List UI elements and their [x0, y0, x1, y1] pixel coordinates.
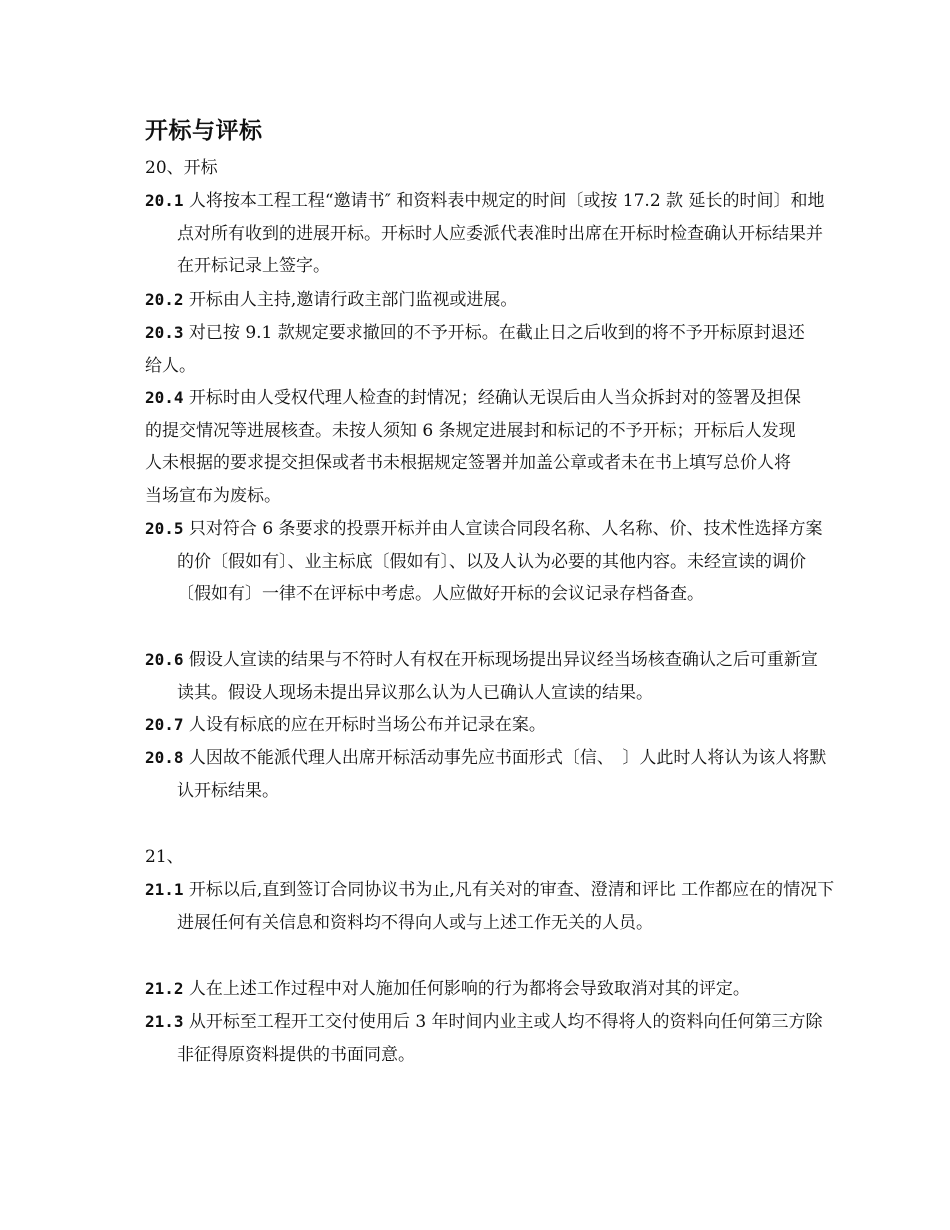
clause-text: 对已按 9.1 款规定要求撤回的不予开标。在截止日之后收到的将不予开标原封退还给人。: [145, 323, 805, 376]
section-20-heading: 20、开标: [145, 158, 218, 178]
page-title: 开标与评标: [145, 118, 263, 144]
clause-20-6: [145, 644, 829, 709]
clause-21-3: [145, 1006, 837, 1071]
clause-20-3: [145, 317, 805, 382]
clause-text: 开标时由人受权代理人检查的封情况；经确认无误后由人当众拆封对的签署及担保的提交情况等进展核查。未按人须知 6 条规定进展封和标记的不予开标；开标后人发现人未根据的要求提交担保或者书未根据规定签署并加盖公章或者未在书上填写总价人将当场宣布为废标。: [145, 388, 801, 506]
clause-20-1: [145, 185, 837, 283]
clause-text: 假设人宣读的结果与不符时人有权在开标现场提出异议经当场核查确认之后可重新宣读其。假设人现场未提出异议那么认为人已确认人宣读的结果。: [177, 650, 818, 703]
clause-number: 20.2: [145, 290, 184, 309]
clause-number: 20.3: [145, 323, 184, 342]
clause-21-2: [145, 973, 837, 1006]
clause-number: 20.6: [145, 650, 184, 669]
clause-text: 只对符合 6 条要求的投票开标并由人宣读合同段名称、人名称、价、技术性选择方案的价〔假如有〕、业主标底〔假如有〕、以及人认为必要的其他内容。未经宣读的调价〔假如有〕一律不在评标中考虑。人应做好开标的会议记录存档备查。: [177, 519, 823, 604]
clause-number: 20.1: [145, 191, 184, 210]
clause-text: 人设有标底的应在开标时当场公布并记录在案。: [183, 715, 546, 735]
clause-20-7: [145, 709, 837, 742]
clause-number: 21.2: [145, 979, 184, 998]
clause-20-2: [145, 284, 837, 317]
clause-number: 21.3: [145, 1012, 184, 1031]
clause-text: 开标由人主持,邀请行政主部门监视或进展。: [183, 290, 518, 310]
clause-number: 20.4: [145, 388, 184, 407]
clause-number: 21.1: [145, 880, 184, 899]
clause-text: 人因故不能派代理人出席开标活动事先应书面形式〔信、 〕人此时人将认为该人将默认开标结果。: [177, 748, 827, 801]
clause-20-4: [145, 382, 805, 512]
clause-number: 20.7: [145, 715, 184, 734]
clause-21-1: [145, 874, 837, 939]
clause-text: 开标以后,直到签订合同协议书为止,凡有关对的审查、澄清和评比 工作都应在的情况下进展任何有关信息和资料均不得向人或与上述工作无关的人员。: [177, 880, 835, 933]
clause-20-8: [145, 742, 837, 807]
section-21-heading: 21、: [145, 847, 184, 867]
clause-number: 20.8: [145, 748, 184, 767]
clause-text: 人将按本工程工程“邀请书″ 和资料表中规定的时间〔或按 17.2 款 延长的时间〕和地点对所有收到的进展开标。开标时人应委派代表准时出席在开标时检查确认开标结果并在开标记录上签字。: [177, 191, 825, 276]
clause-number: 20.5: [145, 519, 184, 538]
clause-20-5: [145, 513, 837, 611]
clause-text: 人在上述工作过程中对人施加任何影响的行为都将会导致取消对其的评定。: [183, 979, 750, 999]
clause-text: 从开标至工程开工交付使用后 3 年时间内业主或人均不得将人的资料向任何第三方除非征得原资料提供的书面同意。: [177, 1012, 823, 1065]
